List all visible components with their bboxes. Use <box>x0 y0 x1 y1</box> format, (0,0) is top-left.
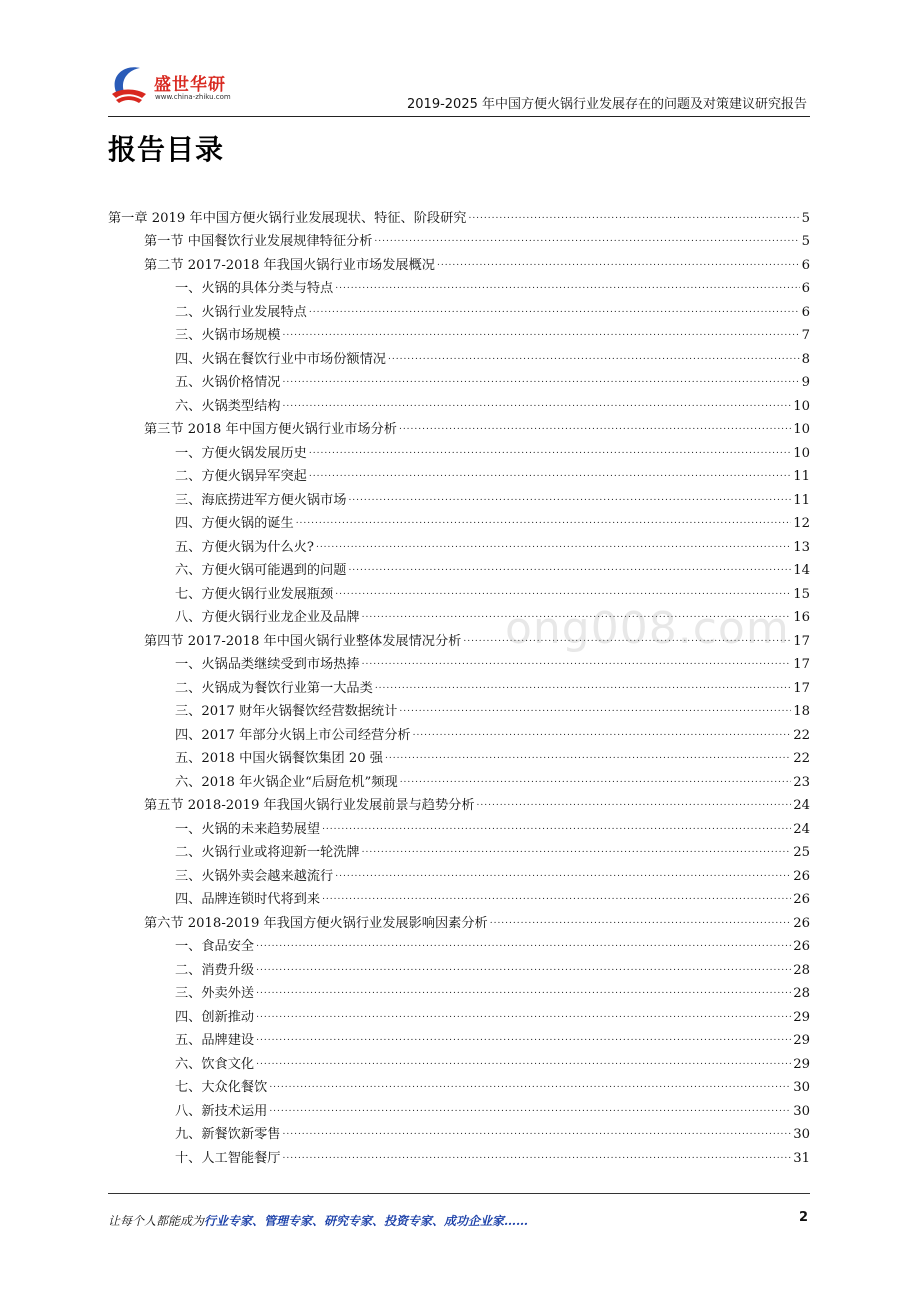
toc-leader-dots <box>490 912 792 927</box>
footer-divider <box>108 1193 810 1194</box>
toc-entry-page: 5 <box>801 234 810 249</box>
toc-entry-page: 26 <box>793 892 810 907</box>
toc-entry[interactable] <box>108 790 810 814</box>
toc-entry-title: 五、方便火锅为什么火? <box>175 539 314 555</box>
toc-entry-page: 10 <box>793 398 810 414</box>
toc-leader-dots <box>283 1123 792 1138</box>
toc-entry-page: 26 <box>793 915 810 931</box>
table-of-contents <box>108 202 810 1166</box>
toc-entry-title: 六、方便火锅可能遇到的问题 <box>175 563 347 578</box>
toc-leader-dots <box>256 982 791 997</box>
toc-entry[interactable] <box>108 296 810 320</box>
toc-leader-dots <box>309 442 791 457</box>
toc-entry-page: 17 <box>793 657 810 672</box>
logo-emblem-icon <box>106 62 152 108</box>
toc-entry[interactable] <box>108 954 810 978</box>
toc-entry[interactable] <box>108 437 810 461</box>
toc-entry-title: 第一节 中国餐饮行业发展规律特征分析 <box>144 234 373 249</box>
toc-entry-page: 29 <box>793 1009 810 1025</box>
toc-leader-dots <box>399 418 791 433</box>
toc-entry-title: 一、方便火锅发展历史 <box>175 445 307 461</box>
toc-leader-dots <box>256 1053 791 1068</box>
toc-entry-page: 9 <box>801 375 810 390</box>
toc-leader-dots <box>256 959 791 974</box>
toc-leader-dots <box>437 254 800 269</box>
toc-entry-title: 第二节 2017-2018 年我国火锅行业市场发展概况 <box>144 257 435 273</box>
toc-entry-page: 11 <box>793 469 810 484</box>
toc-entry[interactable] <box>108 696 810 720</box>
toc-leader-dots <box>400 771 792 786</box>
toc-entry-page: 30 <box>793 1080 810 1095</box>
toc-entry[interactable] <box>108 766 810 790</box>
toc-entry[interactable] <box>108 414 810 438</box>
toc-entry[interactable] <box>108 743 810 767</box>
toc-entry-title: 七、大众化餐饮 <box>175 1080 268 1095</box>
toc-entry[interactable] <box>108 555 810 579</box>
toc-entry-title: 六、2018 年火锅企业“后厨危机”频现 <box>175 774 398 790</box>
toc-entry-page: 24 <box>793 798 810 813</box>
toc-entry-title: 五、火锅价格情况 <box>175 375 281 390</box>
toc-entry[interactable] <box>108 931 810 955</box>
toc-entry-title: 七、方便火锅行业发展瓶颈 <box>175 586 334 602</box>
toc-leader-dots <box>399 700 791 715</box>
toc-entry-title: 四、品牌连锁时代将到来 <box>175 892 321 907</box>
toc-leader-dots <box>309 301 800 316</box>
toc-entry[interactable] <box>108 1025 810 1049</box>
toc-entry-title: 二、火锅行业或将迎新一轮洗牌 <box>175 845 360 860</box>
toc-entry-page: 11 <box>793 492 810 508</box>
page-title: 报告目录 <box>108 133 225 166</box>
toc-leader-dots <box>283 371 800 386</box>
toc-entry[interactable] <box>108 461 810 485</box>
toc-entry-title: 一、火锅品类继续受到市场热捧 <box>175 657 360 672</box>
toc-leader-dots <box>375 677 791 692</box>
toc-leader-dots <box>256 935 791 950</box>
toc-entry-title: 八、方便火锅行业龙企业及品牌 <box>175 610 360 625</box>
toc-entry-title: 九、新餐饮新零售 <box>175 1127 281 1142</box>
toc-leader-dots <box>335 583 791 598</box>
toc-entry[interactable] <box>108 320 810 344</box>
toc-entry-page: 13 <box>793 539 810 555</box>
toc-entry-page: 29 <box>793 1056 810 1072</box>
toc-entry-page: 26 <box>793 868 810 884</box>
toc-entry-title: 一、火锅的具体分类与特点 <box>175 281 334 296</box>
toc-leader-dots <box>256 1006 791 1021</box>
toc-leader-dots <box>468 207 799 222</box>
toc-leader-dots <box>283 1147 792 1162</box>
toc-leader-dots <box>296 512 792 527</box>
toc-leader-dots <box>283 395 792 410</box>
toc-entry-title: 第六节 2018-2019 年我国方便火锅行业发展影响因素分析 <box>144 915 488 931</box>
toc-entry-page: 23 <box>793 774 810 790</box>
toc-entry-page: 18 <box>793 704 810 719</box>
toc-leader-dots <box>269 1076 791 1091</box>
toc-entry-title: 二、火锅成为餐饮行业第一大品类 <box>175 680 373 696</box>
toc-entry[interactable] <box>108 1048 810 1072</box>
toc-entry-page: 12 <box>793 516 810 531</box>
toc-leader-dots <box>362 653 792 668</box>
toc-entry[interactable] <box>108 813 810 837</box>
toc-entry-title: 二、方便火锅异军突起 <box>175 469 307 484</box>
toc-entry-title: 第五节 2018-2019 年我国火锅行业发展前景与趋势分析 <box>144 798 475 813</box>
toc-entry[interactable] <box>108 837 810 861</box>
toc-entry-page: 6 <box>801 281 810 296</box>
toc-entry-title: 一、食品安全 <box>175 939 255 954</box>
toc-entry-page: 10 <box>793 422 810 437</box>
toc-entry-page: 17 <box>793 633 810 649</box>
toc-entry-page: 22 <box>793 727 810 743</box>
toc-entry-page: 22 <box>793 751 810 766</box>
toc-entry[interactable] <box>108 1072 810 1096</box>
toc-leader-dots <box>374 230 799 245</box>
toc-entry-title: 八、新技术运用 <box>175 1103 268 1119</box>
toc-leader-dots <box>322 818 791 833</box>
toc-entry-title: 第一章 2019 年中国方便火锅行业发展现状、特征、阶段研究 <box>108 210 467 226</box>
toc-leader-dots <box>269 1100 791 1115</box>
toc-entry-page: 28 <box>793 962 810 978</box>
toc-entry-title: 第三节 2018 年中国方便火锅行业市场分析 <box>144 422 397 437</box>
toc-entry[interactable] <box>108 907 810 931</box>
toc-leader-dots <box>283 324 800 339</box>
toc-leader-dots <box>335 277 799 292</box>
toc-entry-title: 六、饮食文化 <box>175 1056 255 1072</box>
toc-entry[interactable] <box>108 531 810 555</box>
toc-leader-dots <box>322 888 791 903</box>
toc-entry-title: 第四节 2017-2018 年中国火锅行业整体发展情况分析 <box>144 633 462 649</box>
toc-entry-title: 五、品牌建设 <box>175 1033 255 1048</box>
toc-entry[interactable] <box>108 1142 810 1166</box>
toc-entry-title: 四、火锅在餐饮行业中市场份额情况 <box>175 351 386 367</box>
toc-leader-dots <box>348 559 791 574</box>
toc-entry-page: 31 <box>793 1150 810 1166</box>
footer-slogan-highlight: 行业专家、管理专家、研究专家、投资专家、成功企业家…… <box>204 1214 529 1228</box>
toc-entry-page: 6 <box>801 304 810 320</box>
toc-leader-dots <box>309 465 791 480</box>
toc-leader-dots <box>413 724 792 739</box>
toc-entry[interactable] <box>108 978 810 1002</box>
toc-entry-page: 30 <box>793 1103 810 1119</box>
toc-entry-page: 15 <box>793 586 810 602</box>
toc-entry-title: 三、2017 财年火锅餐饮经营数据统计 <box>175 704 398 719</box>
toc-entry-page: 5 <box>801 210 810 226</box>
toc-entry[interactable] <box>108 249 810 273</box>
toc-entry-page: 28 <box>793 986 810 1001</box>
toc-entry-title: 三、火锅市场规模 <box>175 328 281 343</box>
logo-name: 盛世华研 <box>154 75 226 95</box>
toc-entry-page: 25 <box>793 845 810 860</box>
toc-leader-dots <box>388 348 800 363</box>
toc-entry[interactable] <box>108 273 810 297</box>
toc-leader-dots <box>477 794 792 809</box>
company-logo <box>106 62 246 112</box>
toc-entry[interactable] <box>108 1001 810 1025</box>
toc-entry-title: 五、2018 中国火锅餐饮集团 20 强 <box>175 751 383 766</box>
toc-entry[interactable] <box>108 226 810 250</box>
toc-entry-title: 四、方便火锅的诞生 <box>175 516 294 531</box>
toc-entry[interactable] <box>108 884 810 908</box>
toc-entry-title: 三、海底捞进军方便火锅市场 <box>175 492 347 508</box>
toc-entry-title: 四、创新推动 <box>175 1009 255 1025</box>
toc-entry[interactable] <box>108 719 810 743</box>
toc-leader-dots <box>385 747 791 762</box>
toc-entry-page: 16 <box>793 610 810 625</box>
header-divider <box>108 116 810 117</box>
toc-entry-title: 三、火锅外卖会越来越流行 <box>175 868 334 884</box>
toc-entry[interactable] <box>108 1119 810 1143</box>
page-number: 2 <box>798 1210 808 1225</box>
toc-entry-page: 8 <box>801 351 810 367</box>
toc-leader-dots <box>316 536 791 551</box>
toc-entry-page: 24 <box>793 821 810 837</box>
toc-entry[interactable] <box>108 1095 810 1119</box>
toc-entry-page: 30 <box>793 1127 810 1142</box>
toc-entry[interactable] <box>108 202 810 226</box>
toc-entry[interactable] <box>108 578 810 602</box>
toc-entry[interactable] <box>108 860 810 884</box>
toc-entry-page: 6 <box>801 257 810 273</box>
toc-entry-title: 二、消费升级 <box>175 962 255 978</box>
watermark: ong008.com <box>505 603 790 654</box>
toc-entry-title: 六、火锅类型结构 <box>175 398 281 414</box>
toc-entry-title: 四、2017 年部分火锅上市公司经营分析 <box>175 727 411 743</box>
logo-url: www.china-zhiku.com <box>155 93 231 101</box>
footer-slogan-prefix: 让每个人都能成为 <box>108 1214 205 1228</box>
toc-leader-dots <box>256 1029 791 1044</box>
toc-entry-page: 7 <box>801 328 810 343</box>
toc-leader-dots <box>335 865 791 880</box>
toc-entry[interactable] <box>108 484 810 508</box>
toc-entry[interactable] <box>108 390 810 414</box>
toc-entry-page: 29 <box>793 1033 810 1048</box>
toc-entry[interactable] <box>108 672 810 696</box>
report-header-title: 2019-2025 年中国方便火锅行业发展存在的问题及对策建议研究报告 <box>407 97 807 112</box>
toc-leader-dots <box>362 841 792 856</box>
toc-entry-page: 14 <box>793 563 810 578</box>
toc-entry-title: 二、火锅行业发展特点 <box>175 304 307 320</box>
footer-slogan <box>108 1212 528 1229</box>
toc-entry-title: 一、火锅的未来趋势展望 <box>175 821 321 837</box>
toc-entry-page: 10 <box>793 445 810 461</box>
toc-entry-page: 26 <box>793 939 810 954</box>
toc-entry-page: 17 <box>793 680 810 696</box>
toc-entry[interactable] <box>108 508 810 532</box>
toc-leader-dots <box>348 489 791 504</box>
toc-entry-title: 三、外卖外送 <box>175 986 255 1001</box>
toc-entry[interactable] <box>108 367 810 391</box>
toc-entry-title: 十、人工智能餐厅 <box>175 1150 281 1166</box>
toc-entry[interactable] <box>108 343 810 367</box>
